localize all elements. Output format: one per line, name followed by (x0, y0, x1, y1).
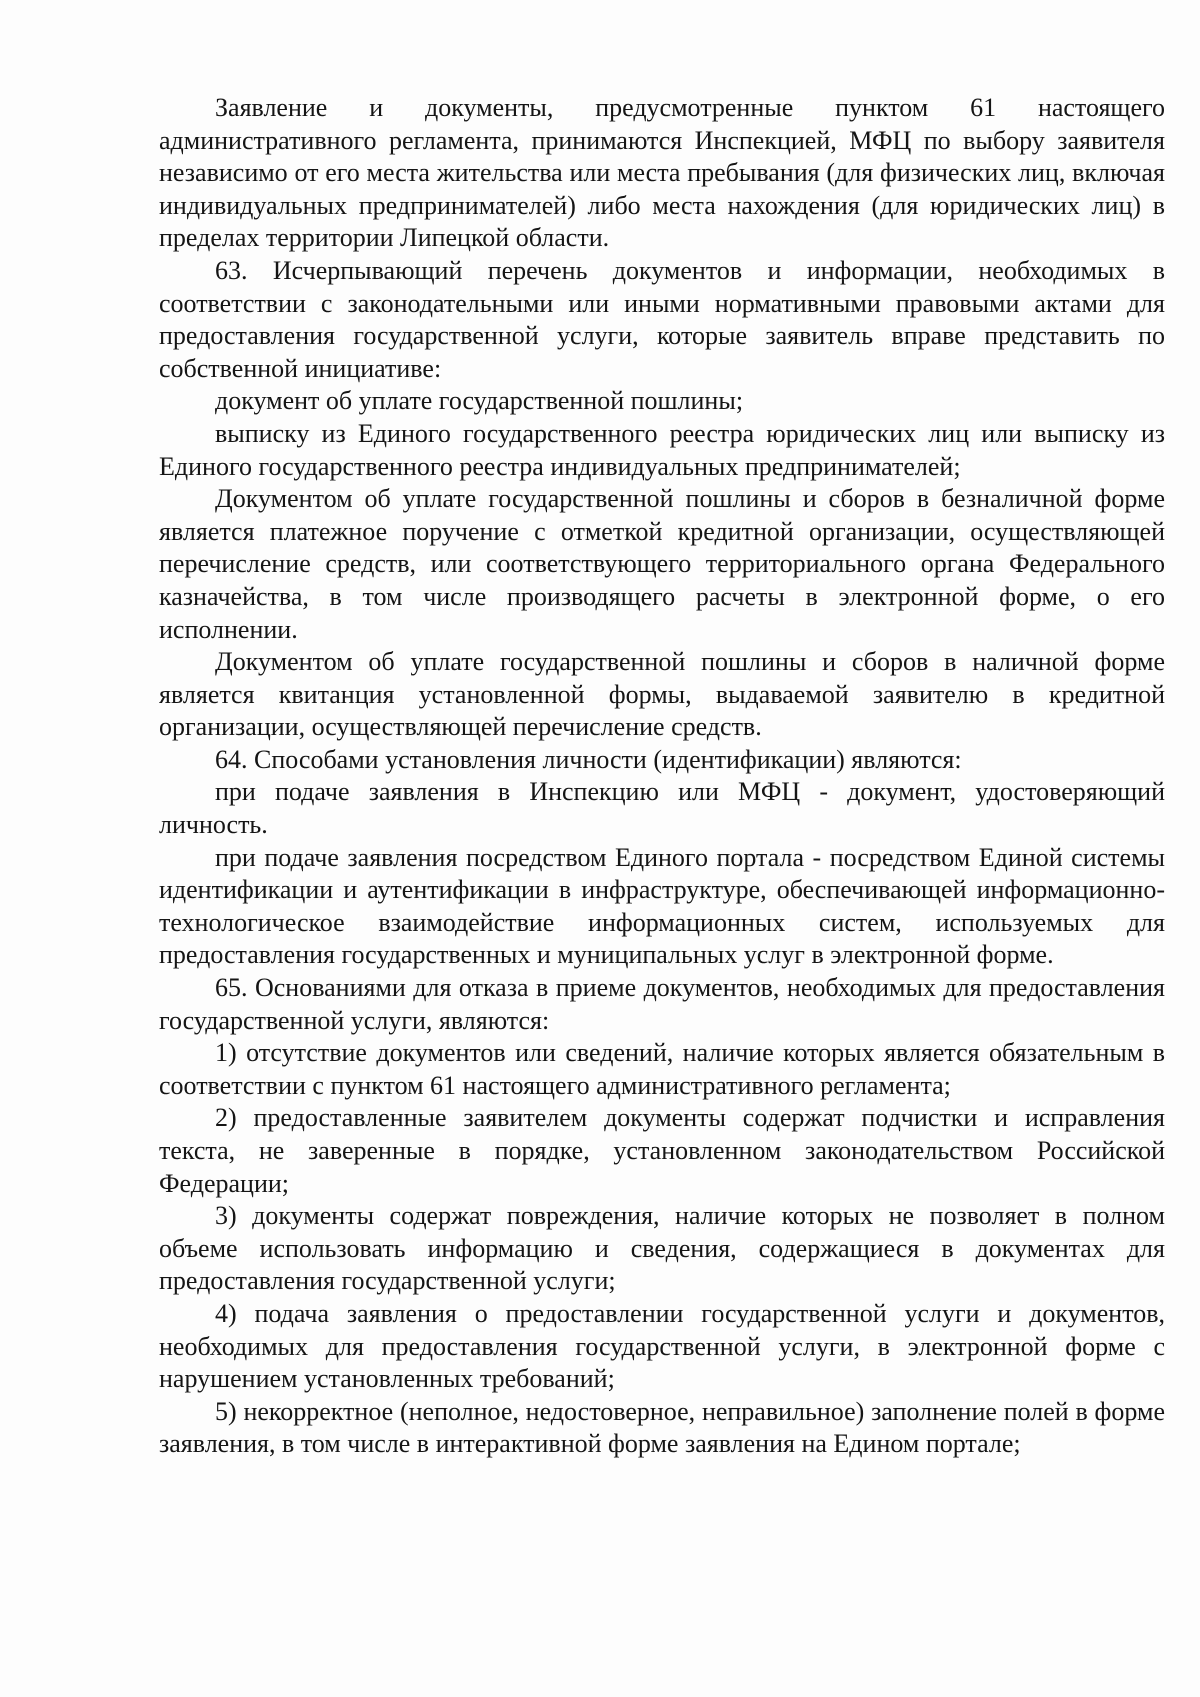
paragraph-refusal-3: 3) документы содержат повреждения, наличие которых не позволяет в полном объеме использовать информацию и сведения, содержащиеся в документах для предоставления государственной услуги; (159, 1201, 1165, 1296)
paragraph-submission-place: Заявление и документы, предусмотренные пунктом 61 настоящего административного регламента, принимаются Инспекцией, МФЦ по выбору заявителя независимо от его места жительства или места пребывания (для физических лиц, включая индивидуальных предпринимателей) либо места нахождения (для юридических лиц) в пределах территории Липецкой области. (159, 93, 1165, 253)
paragraph-65-refusal-grounds: 65. Основаниями для отказа в приеме документов, необходимых для предоставления государственной услуги, являются: (159, 973, 1165, 1035)
paragraph-registry-extract: выписку из Единого государственного реестра юридических лиц или выписку из Единого государственного реестра индивидуальных предпринимателей; (159, 418, 1165, 481)
paragraph-cashless-payment: Документом об уплате государственной пошлины и сборов в безналичной форме является платежное поручение с отметкой кредитной организации, осуществляющей перечисление средств, или соответствующего территориального органа Федерального казначейства, в том числе производящего расчеты в электронной форме, о его исполнении. (159, 484, 1165, 644)
paragraph-cash-payment: Документом об уплате государственной пошлины и сборов в наличной форме является квитанция установленной формы, выдаваемой заявителю в кредитной организации, осуществляющей перечисление средств. (159, 647, 1165, 742)
paragraph-identification-office: при подаче заявления в Инспекцию или МФЦ - документ, удостоверяющий личность. (159, 777, 1165, 840)
paragraph-identification-portal: при подаче заявления посредством Единого портала - посредством Единой системы идентификации и аутентификации в инфраструктуре, обеспечивающей информационно-технологическое взаимодействие информационных систем, используемых для предоставления государственных и муниципальных услуг в электронной форме. (159, 842, 1165, 970)
paragraph-64-identification: 64. Способами установления личности (идентификации) являются: (215, 744, 962, 774)
document-body (159, 92, 1165, 1461)
paragraph-63-document-list: 63. Исчерпывающий перечень документов и информации, необходимых в соответствии с законодательными или иными нормативными правовыми актами для предоставления государственной услуги, которые заявитель вправе представить по собственной инициативе: (159, 255, 1165, 383)
paragraph-refusal-1: 1) отсутствие документов или сведений, наличие которых является обязательным в соответствии с пунктом 61 настоящего административного регламента; (159, 1038, 1165, 1100)
paragraph-refusal-5: 5) некорректное (неполное, недостоверное, неправильное) заполнение полей в форме заявления, в том числе в интерактивной форме заявления на Едином портале; (159, 1396, 1165, 1459)
paragraph-refusal-4: 4) подача заявления о предоставлении государственной услуги и документов, необходимых для предоставления государственной услуги, в электронной форме с нарушением установленных требований; (159, 1298, 1165, 1394)
paragraph-fee-document: документ об уплате государственной пошлины; (215, 386, 744, 416)
paragraph-refusal-2: 2) предоставленные заявителем документы содержат подчистки и исправления текста, не заверенные в порядке, установленном законодательством Российской Федерации; (159, 1103, 1165, 1198)
